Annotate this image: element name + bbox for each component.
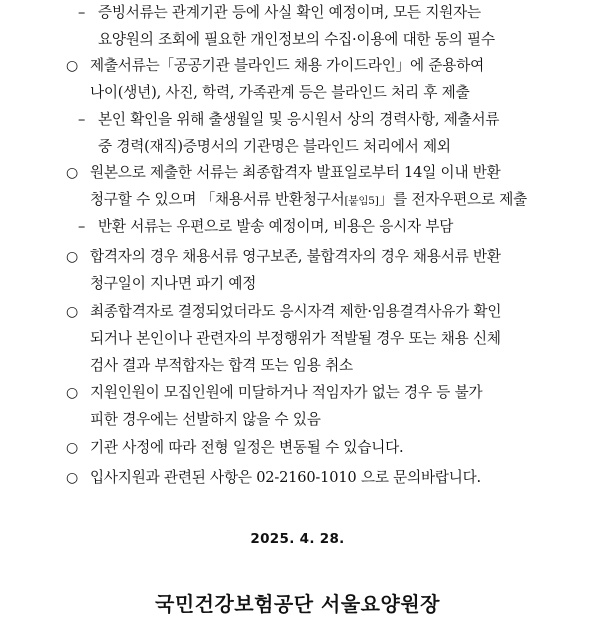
notice-text-line: 본인 확인을 위해 출생월일 및 응시원서 상의 경력사항, 제출서류: [98, 111, 500, 128]
circle-bullet-marker: ○: [66, 385, 79, 401]
circle-bullet-marker: ○: [66, 440, 79, 456]
attachment-reference: [붙임5]: [344, 195, 379, 207]
notice-text-fragment: 청구할 수 있으며 「채용서류 반환청구서: [90, 191, 345, 208]
notice-text-line: 합격자의 경우 채용서류 영구보존, 불합격자의 경우 채용서류 반환: [90, 248, 501, 265]
notice-text-line: 최종합격자로 결정되었더라도 응시자격 제한·임용결격사유가 확인: [90, 303, 502, 320]
notice-text-line: 청구일이 지나면 파기 예정: [90, 275, 257, 292]
notice-text-line: 입사지원과 관련된 사항은 02-2160-1010 으로 문의바랍니다.: [90, 469, 482, 486]
circle-bullet-marker: ○: [66, 304, 79, 320]
circle-bullet-marker: ○: [66, 470, 79, 486]
dash-marker: –: [78, 218, 86, 235]
circle-bullet-marker: ○: [66, 165, 79, 181]
notice-text-line: 검사 결과 부적합자는 합격 또는 임용 취소: [90, 357, 353, 374]
notice-text-line: 중 경력(재직)증명서의 기관명은 블라인드 처리에서 제외: [98, 138, 451, 155]
notice-date: 2025. 4. 28.: [250, 531, 345, 547]
notice-text-line: 제출서류는「공공기관 블라인드 채용 가이드라인」에 준용하여: [90, 57, 484, 74]
notice-text-line: 피한 경우에는 선발하지 않을 수 있음: [90, 411, 321, 428]
dash-marker: –: [78, 4, 86, 21]
notice-text-line: 증빙서류는 관계기관 등에 사실 확인 예정이며, 모든 지원자는: [98, 4, 481, 21]
notice-text-line: 요양원의 조회에 필요한 개인정보의 수집·이용에 대한 동의 필수: [98, 31, 495, 48]
issuing-organization: 국민건강보험공단 서울요양원장: [155, 592, 440, 616]
notice-text-line: 되거나 본인이나 관련자의 부정행위가 적발될 경우 또는 채용 신체: [90, 330, 501, 347]
notice-text-line: 반환 서류는 우편으로 발송 예정이며, 비용은 응시자 부담: [98, 218, 454, 235]
notice-text-fragment: 」를 전자우편으로 제출: [378, 191, 528, 208]
notice-text-line: 나이(생년), 사진, 학력, 가족관계 등은 블라인드 처리 후 제출: [90, 84, 470, 101]
circle-bullet-marker: ○: [66, 249, 79, 265]
notice-text-line: 기관 사정에 따라 전형 일정은 변동될 수 있습니다.: [90, 439, 404, 456]
dash-marker: –: [78, 111, 86, 128]
notice-text-line: 지원인원이 모집인원에 미달하거나 적임자가 없는 경우 등 불가: [90, 384, 483, 401]
circle-bullet-marker: ○: [66, 58, 79, 74]
notice-text-line: [90, 190, 527, 211]
notice-text-line: 원본으로 제출한 서류는 최종합격자 발표일로부터 14일 이내 반환: [90, 164, 501, 181]
